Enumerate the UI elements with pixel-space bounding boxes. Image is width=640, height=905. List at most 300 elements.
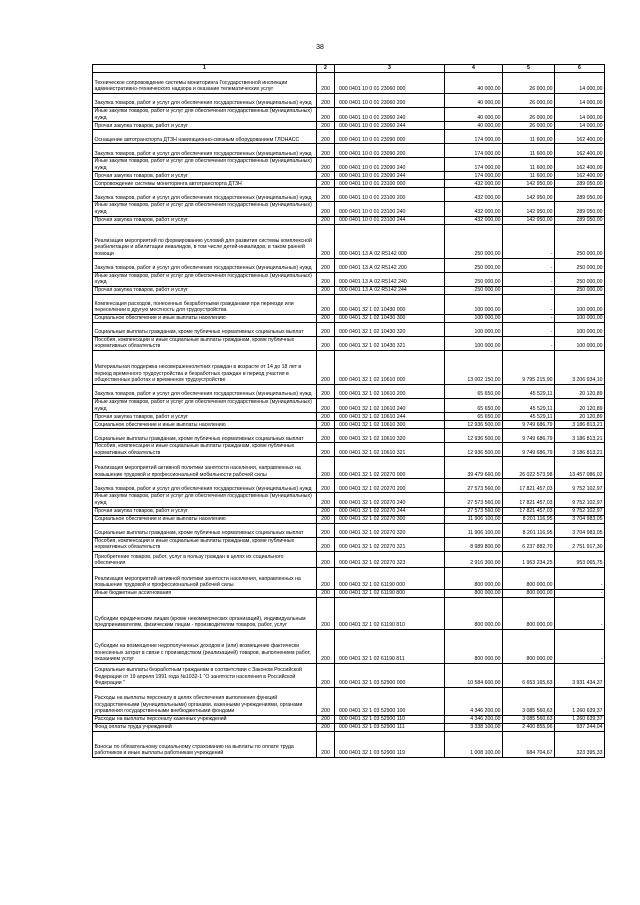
page-number: 38 bbox=[316, 44, 324, 51]
row-executed-cell: 45 529,11 bbox=[503, 384, 555, 398]
row-approved-cell: 2 916 300,00 bbox=[445, 551, 503, 567]
row-executed-cell: 45 529,11 bbox=[503, 413, 555, 421]
row-code-cell: 200 bbox=[317, 224, 335, 258]
row-approved-cell: 40 000,00 bbox=[445, 108, 503, 122]
row-code-cell: 200 bbox=[317, 457, 335, 479]
row-executed-cell: 6 653 165,63 bbox=[503, 663, 555, 687]
row-code-cell: 200 bbox=[317, 398, 335, 412]
row-executed-cell: 26 000,00 bbox=[503, 94, 555, 108]
row-name-cell: Материальная поддержка несовершеннолетних граждан в возрасте от 14 до 18 лет в период временного трудоустройства и безработных граждан в период участия в общественных работах и временном трудоустройстве bbox=[93, 350, 317, 384]
row-code-cell: 200 bbox=[317, 336, 335, 350]
row-code-cell: 200 bbox=[317, 443, 335, 457]
row-remainder-cell: 9 752 102,97 bbox=[555, 493, 605, 507]
table-row bbox=[93, 314, 605, 322]
row-remainder-cell: 1 260 639,37 bbox=[555, 687, 605, 715]
table-row bbox=[93, 515, 605, 523]
table-row bbox=[93, 158, 605, 172]
row-classification-cell: 000 0401 32 1 02 10610 300 bbox=[335, 421, 445, 429]
row-classification-cell: 000 0401 32 1 02 61190 811 bbox=[335, 629, 445, 663]
row-code-cell: 200 bbox=[317, 314, 335, 322]
table-row bbox=[93, 429, 605, 443]
row-code-cell: 200 bbox=[317, 687, 335, 715]
row-executed-cell: - bbox=[503, 314, 555, 322]
row-remainder-cell: 3 704 983,05 bbox=[555, 523, 605, 537]
row-executed-cell: 26 022 573,98 bbox=[503, 457, 555, 479]
row-approved-cell: 12 936 500,00 bbox=[445, 421, 503, 429]
table-row bbox=[93, 384, 605, 398]
row-classification-cell: 000 0401 32 1 03 52900 111 bbox=[335, 723, 445, 731]
row-code-cell: 200 bbox=[317, 429, 335, 443]
table-row bbox=[93, 421, 605, 429]
table-row bbox=[93, 413, 605, 421]
row-classification-cell: 000 0401 32 1 02 10430 320 bbox=[335, 322, 445, 336]
row-classification-cell: 000 0401 32 1 02 20270 320 bbox=[335, 523, 445, 537]
row-remainder-cell: 1 260 639,37 bbox=[555, 715, 605, 723]
table-row bbox=[93, 398, 605, 412]
row-name-cell: Иные бюджетные ассигнования bbox=[93, 589, 317, 597]
row-executed-cell: 800 000,00 bbox=[503, 629, 555, 663]
table-row bbox=[93, 723, 605, 731]
row-code-cell: 200 bbox=[317, 180, 335, 188]
row-executed-cell: - bbox=[503, 322, 555, 336]
row-code-cell: 200 bbox=[317, 731, 335, 757]
row-approved-cell: 10 584 600,00 bbox=[445, 663, 503, 687]
row-approved-cell: 432 000,00 bbox=[445, 180, 503, 188]
row-executed-cell: 6 237 882,70 bbox=[503, 537, 555, 551]
row-approved-cell: 174 000,00 bbox=[445, 158, 503, 172]
row-remainder-cell: 14 000,00 bbox=[555, 122, 605, 130]
row-executed-cell: 800 000,00 bbox=[503, 567, 555, 589]
row-remainder-cell: 14 000,00 bbox=[555, 94, 605, 108]
row-executed-cell: 3 085 560,63 bbox=[503, 687, 555, 715]
row-remainder-cell: 289 050,00 bbox=[555, 216, 605, 224]
row-remainder-cell: 250 000,00 bbox=[555, 272, 605, 286]
row-classification-cell: 000 0401 32 1 02 61190 000 bbox=[335, 567, 445, 589]
column-header: 5 bbox=[503, 65, 555, 73]
row-approved-cell: 432 000,00 bbox=[445, 188, 503, 202]
row-approved-cell: 65 650,00 bbox=[445, 413, 503, 421]
row-code-cell: 200 bbox=[317, 421, 335, 429]
row-classification-cell: 000 0401 10 0 01 23090 240 bbox=[335, 158, 445, 172]
row-executed-cell: 9 749 686,79 bbox=[503, 429, 555, 443]
row-remainder-cell: 20 120,89 bbox=[555, 413, 605, 421]
row-name-cell: Пособия, компенсации и иные социальные выплаты гражданам, кроме публичных нормативных обязательств bbox=[93, 336, 317, 350]
table-row bbox=[93, 202, 605, 216]
row-executed-cell: 9 749 686,79 bbox=[503, 421, 555, 429]
row-name-cell: Расходы на выплаты персоналу в целях обеспечения выполнения функций государственными (муниципальными) органами, казенными учреждениями, органами управления государственными внебюджетными фондами bbox=[93, 687, 317, 715]
column-header: 3 bbox=[335, 65, 445, 73]
row-classification-cell: 000 0401 32 1 02 61190 810 bbox=[335, 597, 445, 629]
row-code-cell: 200 bbox=[317, 350, 335, 384]
row-approved-cell: 432 000,00 bbox=[445, 202, 503, 216]
row-code-cell: 200 bbox=[317, 715, 335, 723]
row-approved-cell: 250 000,00 bbox=[445, 258, 503, 272]
row-executed-cell: - bbox=[503, 258, 555, 272]
row-approved-cell: 3 338 100,00 bbox=[445, 723, 503, 731]
row-executed-cell: - bbox=[503, 272, 555, 286]
row-classification-cell: 000 0401 10 0 01 23060 244 bbox=[335, 122, 445, 130]
row-name-cell: Закупка товаров, работ и услуг для обеспечения государственных (муниципальных) нужд bbox=[93, 479, 317, 493]
row-classification-cell: 000 0401 32 1 03 52900 000 bbox=[335, 663, 445, 687]
row-classification-cell: 000 0401 10 0 01 23090 244 bbox=[335, 172, 445, 180]
row-name-cell: Прочая закупка товаров, работ и услуг bbox=[93, 507, 317, 515]
row-name-cell: Социальные выплаты безработным гражданам в соответствии с Законом Российской Федерации от 19 апреля 1991 года №1032-1 "О занятости населения в Российской Федерации " bbox=[93, 663, 317, 687]
row-remainder-cell: - bbox=[555, 629, 605, 663]
row-classification-cell: 000 0401 32 1 02 61190 800 bbox=[335, 589, 445, 597]
table-row bbox=[93, 188, 605, 202]
row-executed-cell: 26 000,00 bbox=[503, 73, 555, 94]
row-classification-cell: 000 0401 32 1 02 20270 300 bbox=[335, 515, 445, 523]
row-remainder-cell: 162 400,00 bbox=[555, 144, 605, 158]
table-row bbox=[93, 507, 605, 515]
row-code-cell: 200 bbox=[317, 272, 335, 286]
row-code-cell: 200 bbox=[317, 551, 335, 567]
row-code-cell: 200 bbox=[317, 216, 335, 224]
row-code-cell: 200 bbox=[317, 144, 335, 158]
row-remainder-cell: 13 457 086,02 bbox=[555, 457, 605, 479]
row-name-cell: Иные закупки товаров, работ и услуг для обеспечения государственных (муниципальных) нужд bbox=[93, 493, 317, 507]
row-name-cell: Социальные выплаты гражданам, кроме публичных нормативных социальных выплат bbox=[93, 523, 317, 537]
table-row bbox=[93, 589, 605, 597]
row-classification-cell: 000 0401 13 А 02 R5142 244 bbox=[335, 286, 445, 294]
row-approved-cell: 27 573 560,00 bbox=[445, 493, 503, 507]
column-header: 4 bbox=[445, 65, 503, 73]
row-remainder-cell: 162 400,00 bbox=[555, 158, 605, 172]
row-name-cell: Фонд оплаты труда учреждений bbox=[93, 723, 317, 731]
row-executed-cell: 800 000,00 bbox=[503, 589, 555, 597]
row-code-cell: 200 bbox=[317, 73, 335, 94]
table-row bbox=[93, 216, 605, 224]
row-name-cell: Взносы по обязательному социальному страхованию на выплаты по оплате труда работников и иные выплаты работникам учреждений bbox=[93, 731, 317, 757]
row-executed-cell: 17 821 457,03 bbox=[503, 507, 555, 515]
row-approved-cell: 65 650,00 bbox=[445, 398, 503, 412]
row-classification-cell: 000 0401 32 1 02 10610 240 bbox=[335, 398, 445, 412]
table-row bbox=[93, 523, 605, 537]
row-approved-cell: 11 906 100,00 bbox=[445, 523, 503, 537]
row-approved-cell: 27 573 560,00 bbox=[445, 507, 503, 515]
row-classification-cell: 000 0401 32 1 02 20270 244 bbox=[335, 507, 445, 515]
row-classification-cell: 000 0401 13 А 02 R5142 240 bbox=[335, 272, 445, 286]
row-code-cell: 200 bbox=[317, 122, 335, 130]
row-code-cell: 200 bbox=[317, 286, 335, 294]
row-executed-cell: 17 821 457,03 bbox=[503, 493, 555, 507]
row-executed-cell: 684 704,67 bbox=[503, 731, 555, 757]
row-remainder-cell: 100 000,00 bbox=[555, 314, 605, 322]
row-classification-cell: 000 0401 32 1 02 10610 321 bbox=[335, 443, 445, 457]
row-approved-cell: 250 000,00 bbox=[445, 286, 503, 294]
row-code-cell: 200 bbox=[317, 172, 335, 180]
row-executed-cell: 142 950,00 bbox=[503, 188, 555, 202]
row-approved-cell: 800 000,00 bbox=[445, 589, 503, 597]
table-row bbox=[93, 122, 605, 130]
table-row bbox=[93, 537, 605, 551]
row-executed-cell: 11 600,00 bbox=[503, 144, 555, 158]
row-name-cell: Социальное обеспечение и иные выплаты населению bbox=[93, 421, 317, 429]
row-code-cell: 200 bbox=[317, 515, 335, 523]
row-name-cell: Расходы на выплаты персоналу казенных учреждений bbox=[93, 715, 317, 723]
table-row bbox=[93, 663, 605, 687]
row-name-cell: Социальное обеспечение и иные выплаты населению bbox=[93, 314, 317, 322]
row-code-cell: 200 bbox=[317, 493, 335, 507]
row-classification-cell: 000 0401 13 А 02 R5142 000 bbox=[335, 224, 445, 258]
row-remainder-cell: 20 120,89 bbox=[555, 384, 605, 398]
row-name-cell: Социальные выплаты гражданам, кроме публичных нормативных социальных выплат bbox=[93, 322, 317, 336]
row-name-cell: Иные закупки товаров, работ и услуг для обеспечения государственных (муниципальных) нужд bbox=[93, 108, 317, 122]
row-classification-cell: 000 0401 32 1 02 10430 321 bbox=[335, 336, 445, 350]
row-name-cell: Прочая закупка товаров, работ и услуг bbox=[93, 122, 317, 130]
row-approved-cell: 100 000,00 bbox=[445, 322, 503, 336]
row-executed-cell: 45 529,11 bbox=[503, 398, 555, 412]
row-approved-cell: 12 936 500,00 bbox=[445, 443, 503, 457]
row-classification-cell: 000 0401 10 0 01 23100 000 bbox=[335, 180, 445, 188]
row-executed-cell: 9 749 686,79 bbox=[503, 443, 555, 457]
table-row bbox=[93, 322, 605, 336]
row-code-cell: 200 bbox=[317, 413, 335, 421]
row-remainder-cell: 9 752 102,97 bbox=[555, 479, 605, 493]
row-remainder-cell: - bbox=[555, 567, 605, 589]
row-executed-cell: 11 600,00 bbox=[503, 172, 555, 180]
row-executed-cell: 800 000,00 bbox=[503, 597, 555, 629]
row-approved-cell: 100 000,00 bbox=[445, 314, 503, 322]
row-remainder-cell: - bbox=[555, 597, 605, 629]
table-row bbox=[93, 108, 605, 122]
table-row bbox=[93, 715, 605, 723]
row-approved-cell: 4 346 200,00 bbox=[445, 715, 503, 723]
table-row bbox=[93, 258, 605, 272]
row-classification-cell: 000 0401 32 1 02 10430 300 bbox=[335, 314, 445, 322]
row-executed-cell: 3 085 560,63 bbox=[503, 715, 555, 723]
column-header: 6 bbox=[555, 65, 605, 73]
table-row bbox=[93, 286, 605, 294]
row-code-cell: 200 bbox=[317, 523, 335, 537]
row-name-cell: Реализация мероприятий по формированию условий для развития системы комплексной реабилитации и абилитации инвалидов, в том числе детей-инвалидов, в таком ранней помощи bbox=[93, 224, 317, 258]
row-executed-cell: - bbox=[503, 336, 555, 350]
row-name-cell: Закупка товаров, работ и услуг для обеспечения государственных (муниципальных) нужд bbox=[93, 188, 317, 202]
row-remainder-cell: 162 400,00 bbox=[555, 130, 605, 144]
row-name-cell: Иные закупки товаров, работ и услуг для обеспечения государственных (муниципальных) нужд bbox=[93, 202, 317, 216]
row-executed-cell: 1 963 234,25 bbox=[503, 551, 555, 567]
row-classification-cell: 000 0401 32 1 02 10610 000 bbox=[335, 350, 445, 384]
row-remainder-cell: 250 000,00 bbox=[555, 286, 605, 294]
row-approved-cell: 40 000,00 bbox=[445, 94, 503, 108]
row-remainder-cell: 250 000,00 bbox=[555, 224, 605, 258]
row-code-cell: 200 bbox=[317, 384, 335, 398]
row-classification-cell: 000 0401 32 1 02 20270 323 bbox=[335, 551, 445, 567]
row-approved-cell: 8 989 800,00 bbox=[445, 537, 503, 551]
row-classification-cell: 000 0401 32 1 03 52900 110 bbox=[335, 715, 445, 723]
row-approved-cell: 13 002 150,00 bbox=[445, 350, 503, 384]
table-row bbox=[93, 687, 605, 715]
table-row bbox=[93, 180, 605, 188]
row-code-cell: 200 bbox=[317, 663, 335, 687]
row-executed-cell: 142 950,00 bbox=[503, 216, 555, 224]
row-classification-cell: 000 0401 32 1 02 10610 244 bbox=[335, 413, 445, 421]
row-classification-cell: 000 0401 10 0 01 23060 000 bbox=[335, 73, 445, 94]
table-row bbox=[93, 272, 605, 286]
row-code-cell: 200 bbox=[317, 294, 335, 314]
table-row bbox=[93, 479, 605, 493]
row-remainder-cell: 9 752 102,97 bbox=[555, 507, 605, 515]
row-remainder-cell: 937 244,04 bbox=[555, 723, 605, 731]
row-name-cell: Прочая закупка товаров, работ и услуг bbox=[93, 286, 317, 294]
row-approved-cell: 250 000,00 bbox=[445, 272, 503, 286]
table-row bbox=[93, 350, 605, 384]
table-row bbox=[93, 144, 605, 158]
row-classification-cell: 000 0401 32 1 02 10610 320 bbox=[335, 429, 445, 443]
row-name-cell: Субсидии на возмещение недополученных доходов и (или) возмещение фактически понесенных затрат в связи с производством (реализацией) товаров, выполнением работ, оказанием услуг bbox=[93, 629, 317, 663]
row-approved-cell: 1 008 100,00 bbox=[445, 731, 503, 757]
row-remainder-cell: 100 000,00 bbox=[555, 336, 605, 350]
row-approved-cell: 432 000,00 bbox=[445, 216, 503, 224]
row-executed-cell: 26 000,00 bbox=[503, 122, 555, 130]
row-name-cell: Пособия, компенсации и иные социальные выплаты гражданам, кроме публичных нормативных обязательств bbox=[93, 443, 317, 457]
row-remainder-cell: 3 186 813,21 bbox=[555, 443, 605, 457]
row-executed-cell: 8 201 116,95 bbox=[503, 523, 555, 537]
row-classification-cell: 000 0401 10 0 01 23100 200 bbox=[335, 188, 445, 202]
table-row bbox=[93, 567, 605, 589]
row-remainder-cell: 3 186 813,21 bbox=[555, 429, 605, 443]
row-approved-cell: 11 906 100,00 bbox=[445, 515, 503, 523]
row-approved-cell: 65 650,00 bbox=[445, 384, 503, 398]
table-row bbox=[93, 336, 605, 350]
row-remainder-cell: 3 206 934,10 bbox=[555, 350, 605, 384]
table-row bbox=[93, 73, 605, 94]
row-code-cell: 200 bbox=[317, 597, 335, 629]
row-classification-cell: 000 0401 32 1 02 20270 000 bbox=[335, 457, 445, 479]
table-row bbox=[93, 443, 605, 457]
row-name-cell: Оснащение автотранспорта ДТЗН навигационно-связным оборудованием ГЛОНАСС bbox=[93, 130, 317, 144]
row-code-cell: 200 bbox=[317, 322, 335, 336]
row-classification-cell: 000 0401 10 0 01 23060 240 bbox=[335, 108, 445, 122]
table-row bbox=[93, 597, 605, 629]
column-header: 1 bbox=[93, 65, 317, 73]
row-executed-cell: 11 600,00 bbox=[503, 130, 555, 144]
row-remainder-cell: 323 395,33 bbox=[555, 731, 605, 757]
row-name-cell: Компенсация расходов, понесенных безработными гражданами при переезде или переселении в другую местность для трудоустройства bbox=[93, 294, 317, 314]
row-remainder-cell: - bbox=[555, 589, 605, 597]
row-name-cell: Пособия, компенсации и иные социальные выплаты гражданам, кроме публичных нормативных обязательств bbox=[93, 537, 317, 551]
row-classification-cell: 000 0401 10 0 01 23060 200 bbox=[335, 94, 445, 108]
row-classification-cell: 000 0401 32 1 02 10610 200 bbox=[335, 384, 445, 398]
row-code-cell: 200 bbox=[317, 589, 335, 597]
row-approved-cell: 174 000,00 bbox=[445, 144, 503, 158]
row-executed-cell: - bbox=[503, 224, 555, 258]
row-approved-cell: 12 936 500,00 bbox=[445, 429, 503, 443]
row-code-cell: 200 bbox=[317, 629, 335, 663]
row-approved-cell: 40 000,00 bbox=[445, 122, 503, 130]
budget-table bbox=[92, 64, 605, 758]
row-name-cell: Прочая закупка товаров, работ и услуг bbox=[93, 413, 317, 421]
row-code-cell: 200 bbox=[317, 567, 335, 589]
row-executed-cell: - bbox=[503, 286, 555, 294]
row-approved-cell: 4 346 200,00 bbox=[445, 687, 503, 715]
row-code-cell: 200 bbox=[317, 537, 335, 551]
row-name-cell: Прочая закупка товаров, работ и услуг bbox=[93, 216, 317, 224]
row-remainder-cell: 3 186 813,21 bbox=[555, 421, 605, 429]
row-classification-cell: 000 0401 32 1 02 10430 000 bbox=[335, 294, 445, 314]
row-code-cell: 200 bbox=[317, 158, 335, 172]
row-name-cell: Реализация мероприятий активной политики занятости населения, направленных на повышение трудовой и профессиональной мобильности рабочей силы bbox=[93, 457, 317, 479]
table-row bbox=[93, 294, 605, 314]
row-name-cell: Иные закупки товаров, работ и услуг для обеспечения государственных (муниципальных) нужд bbox=[93, 158, 317, 172]
row-executed-cell: 2 400 855,96 bbox=[503, 723, 555, 731]
row-classification-cell: 000 0401 32 1 02 20270 200 bbox=[335, 479, 445, 493]
row-classification-cell: 000 0401 10 0 01 23100 244 bbox=[335, 216, 445, 224]
table-row bbox=[93, 551, 605, 567]
row-name-cell: Техническое сопровождение системы мониторинга Государственной инспекции административно-технического надзора и оказание телематических услуг bbox=[93, 73, 317, 94]
row-name-cell: Приобретение товаров, работ, услуг в пользу граждан в целях их социального обеспечения bbox=[93, 551, 317, 567]
row-code-cell: 200 bbox=[317, 108, 335, 122]
row-name-cell: Иные закупки товаров, работ и услуг для обеспечения государственных (муниципальных) нужд bbox=[93, 272, 317, 286]
column-header: 2 bbox=[317, 65, 335, 73]
row-code-cell: 200 bbox=[317, 94, 335, 108]
row-approved-cell: 800 000,00 bbox=[445, 629, 503, 663]
row-code-cell: 200 bbox=[317, 202, 335, 216]
row-name-cell: Сопровождение системы мониторинга автотранспорта ДТЗН bbox=[93, 180, 317, 188]
row-name-cell: Закупка товаров, работ и услуг для обеспечения государственных (муниципальных) нужд bbox=[93, 384, 317, 398]
row-executed-cell: 26 000,00 bbox=[503, 108, 555, 122]
table-row bbox=[93, 493, 605, 507]
row-name-cell: Прочая закупка товаров, работ и услуг bbox=[93, 172, 317, 180]
row-code-cell: 200 bbox=[317, 258, 335, 272]
row-approved-cell: 800 000,00 bbox=[445, 567, 503, 589]
row-remainder-cell: 289 050,00 bbox=[555, 202, 605, 216]
row-name-cell: Иные закупки товаров, работ и услуг для обеспечения государственных (муниципальных) нужд bbox=[93, 398, 317, 412]
row-approved-cell: 40 000,00 bbox=[445, 73, 503, 94]
row-executed-cell: 142 950,00 bbox=[503, 202, 555, 216]
table-row bbox=[93, 172, 605, 180]
row-remainder-cell: 289 050,00 bbox=[555, 180, 605, 188]
row-executed-cell: - bbox=[503, 294, 555, 314]
row-remainder-cell: 100 000,00 bbox=[555, 294, 605, 314]
row-name-cell: Закупка товаров, работ и услуг для обеспечения государственных (муниципальных) нужд bbox=[93, 144, 317, 158]
row-classification-cell: 000 0401 32 1 02 20270 240 bbox=[335, 493, 445, 507]
row-name-cell: Закупка товаров, работ и услуг для обеспечения государственных (муниципальных) нужд bbox=[93, 94, 317, 108]
row-remainder-cell: 100 000,00 bbox=[555, 322, 605, 336]
table-row bbox=[93, 731, 605, 757]
row-name-cell: Закупка товаров, работ и услуг для обеспечения государственных (муниципальных) нужд bbox=[93, 258, 317, 272]
row-remainder-cell: 20 120,89 bbox=[555, 398, 605, 412]
row-classification-cell: 000 0401 10 0 01 23100 240 bbox=[335, 202, 445, 216]
table-row bbox=[93, 457, 605, 479]
row-name-cell: Реализация мероприятий активной политики занятости населения, направленных на повышение трудовой и профессиональной рабочей силы bbox=[93, 567, 317, 589]
row-remainder-cell: 3 931 434,37 bbox=[555, 663, 605, 687]
row-code-cell: 200 bbox=[317, 188, 335, 202]
row-approved-cell: 250 000,00 bbox=[445, 224, 503, 258]
row-approved-cell: 800 000,00 bbox=[445, 597, 503, 629]
table-row bbox=[93, 224, 605, 258]
row-executed-cell: 8 201 116,95 bbox=[503, 515, 555, 523]
row-code-cell: 200 bbox=[317, 507, 335, 515]
row-classification-cell: 000 0401 10 0 01 23090 000 bbox=[335, 130, 445, 144]
row-code-cell: 200 bbox=[317, 130, 335, 144]
row-executed-cell: 142 950,00 bbox=[503, 180, 555, 188]
row-approved-cell: 100 000,00 bbox=[445, 336, 503, 350]
row-remainder-cell: 14 000,00 bbox=[555, 73, 605, 94]
row-classification-cell: 000 0401 32 1 03 52900 119 bbox=[335, 731, 445, 757]
row-classification-cell: 000 0401 32 1 02 20270 321 bbox=[335, 537, 445, 551]
row-remainder-cell: 14 000,00 bbox=[555, 108, 605, 122]
row-remainder-cell: 3 704 983,05 bbox=[555, 515, 605, 523]
table-row bbox=[93, 130, 605, 144]
row-remainder-cell: 2 751 917,30 bbox=[555, 537, 605, 551]
row-approved-cell: 100 000,00 bbox=[445, 294, 503, 314]
table-header-row bbox=[93, 65, 605, 73]
row-classification-cell: 000 0401 10 0 01 23090 200 bbox=[335, 144, 445, 158]
row-remainder-cell: 953 065,75 bbox=[555, 551, 605, 567]
row-code-cell: 200 bbox=[317, 479, 335, 493]
row-approved-cell: 27 573 560,00 bbox=[445, 479, 503, 493]
